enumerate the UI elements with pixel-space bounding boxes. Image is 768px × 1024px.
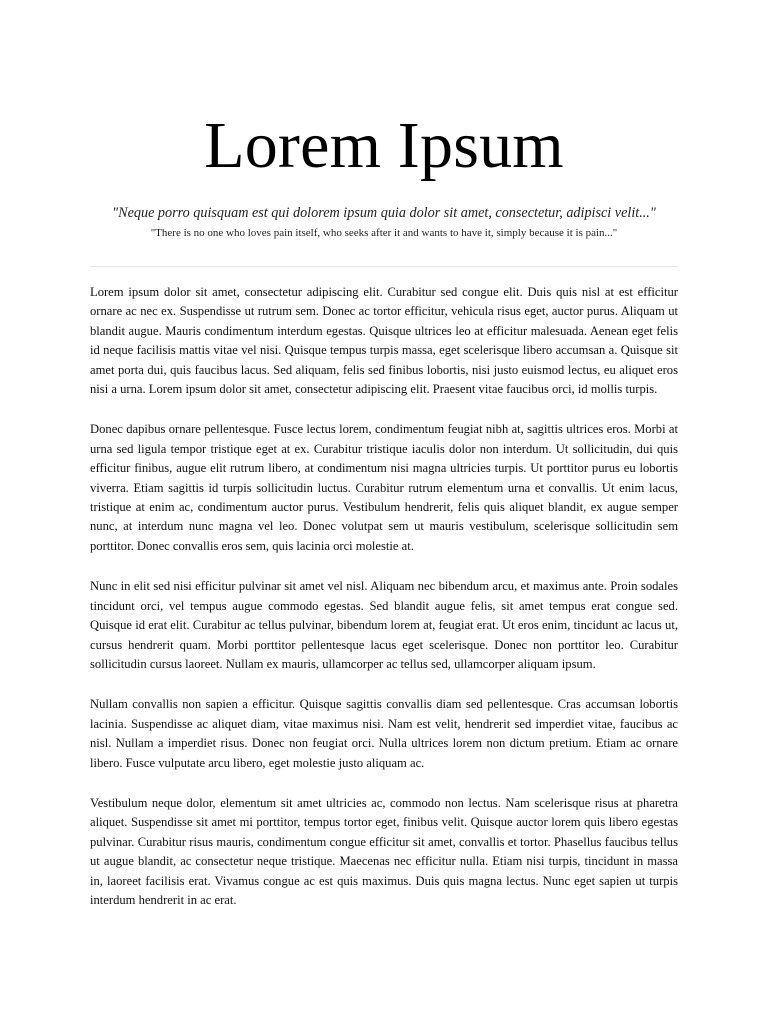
page-title: Lorem Ipsum bbox=[204, 109, 564, 182]
section-divider bbox=[90, 266, 678, 267]
paragraph-5: Vestibulum neque dolor, elementum sit amet ultricies ac, commodo non lectus. Nam scelerisque risus at pharetra aliquet. Suspendisse sit amet mi porttitor, tempus tortor eget, finibus velit. Quisque auctor lorem quis libero egestas pulvinar. Curabitur risus mauris, condimentum congue efficitur sit amet, convallis et tortor. Phasellus faucibus tellus ut augue blandit, ac consectetur neque tristique. Maecenas nec efficitur nulla. Etiam nisi turpis, tincidunt in massa in, laoreet facilisis erat. Vivamus congue ac est quis maximus. Duis quis magna lectus. Nunc eget sapien ut turpis interdum hendrerit in ac erat. bbox=[90, 795, 678, 907]
english-quote-translation: "There is no one who loves pain itself, who seeks after it and wants to have it, simply because it is pain..." bbox=[150, 227, 618, 239]
paragraph-4: Nullam convallis non sapien a efficitur. Quisque sagittis convallis diam sed pellentesque. Cras accumsan lobortis lacinia. Suspendisse ac aliquet diam, vitae maximus nisi. Nam est velit, hendrerit sed imperdiet vitae, faucibus ac nisl. Nullam a imperdiet risus. Donec non feugiat orci. Nulla ultrices lorem non dictum pretium. Etiam ac ornare libero. Fusce vulputate arcu libero, eget molestie justo aliquam ac. bbox=[90, 697, 678, 770]
paragraph-1: Lorem ipsum dolor sit amet, consectetur adipiscing elit. Curabitur sed congue elit. Duis quis nisl at est efficitur ornare ac nec ex. Suspendisse ut rutrum sem. Donec ac tortor efficitur, vehicula risus eget, auctor purus. Aliquam ut blandit augue. Mauris condimentum interdum egestas. Quisque ultrices leo at efficitur malesuada. Aenean eget felis id neque facilisis mattis vitae vel nisi. Quisque tempus turpis massa, eget scelerisque libero accumsan a. Quisque sit amet porta dui, quis faucibus lacus. Sed aliquam, felis sed finibus lobortis, nisi justo euismod lectus, eu aliquet eros nisi a urna. Lorem ipsum dolor sit amet, consectetur adipiscing elit. Praesent vitae faucibus orci, id mollis turpis. bbox=[90, 285, 678, 397]
body-content bbox=[90, 283, 678, 910]
paragraph-3: Nunc in elit sed nisi efficitur pulvinar sit amet vel nisl. Aliquam nec bibendum arcu, et maximus ante. Proin sodales tincidunt orci, vel tempus augue commodo egestas. Sed blandit augue felis, sit amet tempus erat congue sed. Quisque id erat elit. Curabitur ac tellus pulvinar, bibendum lorem at, feugiat erat. Ut eros enim, tincidunt ac lacus ut, cursus hendrerit quam. Morbi porttitor pellentesque lacus eget scelerisque. Donec non porttitor leo. Curabitur sollicitudin cursus laoreet. Nullam ex mauris, ullamcorper ac tellus sed, ullamcorper aliquam ipsum. bbox=[90, 579, 678, 671]
paragraph-2: Donec dapibus ornare pellentesque. Fusce lectus lorem, condimentum feugiat nibh at, sagittis ultrices eros. Morbi at urna sed ligula tempor tristique eget at ex. Curabitur tristique iaculis dolor non interdum. Ut sollicitudin, dui quis efficitur finibus, augue elit rutrum libero, at condimentum nisi magna ultricies turpis. Ut porttitor purus eu lobortis viverra. Etiam sagittis id turpis sollicitudin luctus. Curabitur rutrum elementum urna et convallis. Ut enim lacus, tristique at enim ac, condimentum auctor purus. Vestibulum hendrerit, felis quis aliquet blandit, ex augue semper nunc, at interdum nunc magna vel leo. Donec volutpat sem ut mauris vestibulum, scelerisque sollicitudin sem porttitor. Donec convallis eros sem, quis lacinia orci molestie at. bbox=[90, 422, 678, 553]
latin-quote: "Neque porro quisquam est qui dolorem ipsum quia dolor sit amet, consectetur, adipisci velit..." bbox=[112, 205, 656, 221]
